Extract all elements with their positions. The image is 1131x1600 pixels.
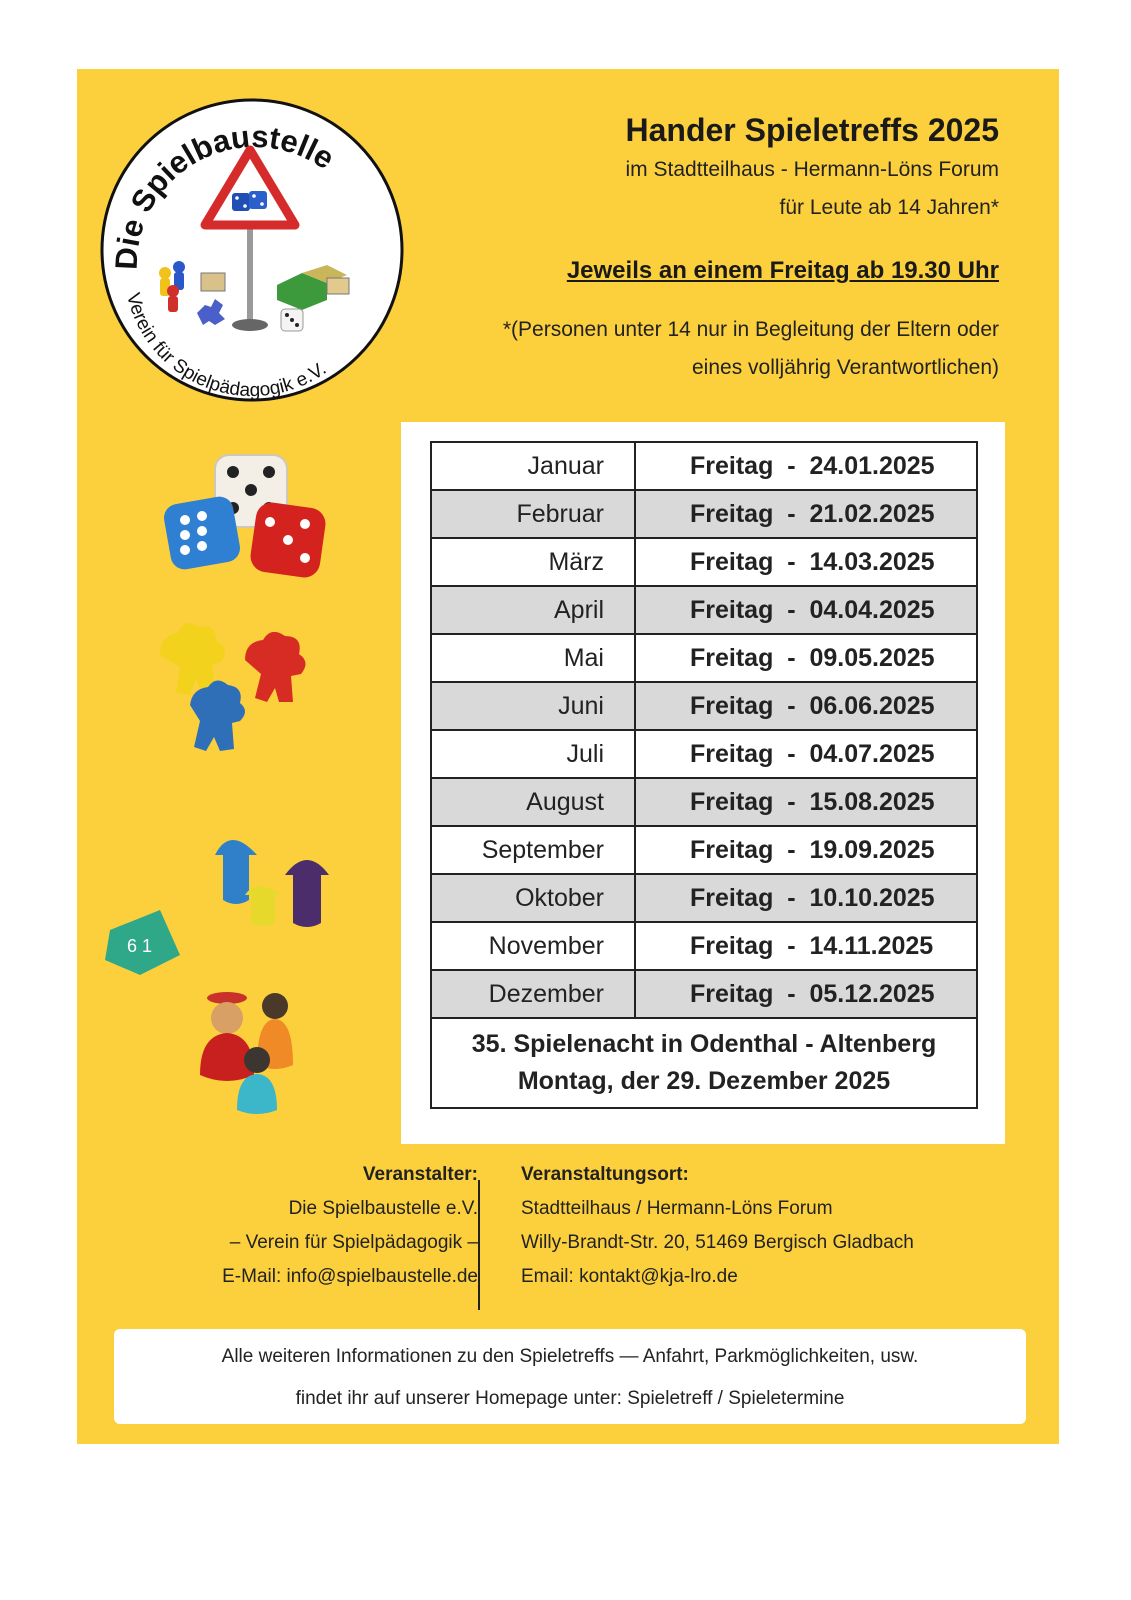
- table-row: [431, 442, 977, 490]
- meeple-icon: [160, 623, 306, 751]
- date-cell: Freitag - 04.07.2025: [635, 730, 977, 778]
- schedule-table: [430, 441, 978, 1109]
- date-cell: Freitag - 24.01.2025: [635, 442, 977, 490]
- card-icon: [201, 273, 225, 291]
- date-cell: Freitag - 19.09.2025: [635, 826, 977, 874]
- organizer-label: Veranstalter:: [362, 1164, 478, 1185]
- game-pieces-illustration: [105, 450, 345, 1150]
- date-cell: Freitag - 21.02.2025: [635, 490, 977, 538]
- date-cell: Freitag - 10.10.2025: [635, 874, 977, 922]
- table-row: [431, 586, 977, 634]
- table-row: [431, 970, 977, 1018]
- age-note-line-1: *(Personen unter 14 nur in Begleitung der Eltern oder: [502, 318, 999, 341]
- d10-die-icon: [105, 910, 180, 975]
- table-row: [431, 538, 977, 586]
- date-cell: Freitag - 14.03.2025: [635, 538, 977, 586]
- date-cell: Freitag - 04.04.2025: [635, 586, 977, 634]
- table-row: [431, 730, 977, 778]
- logo-arc-bottom-text: Verein für Spielpädagogik e.V.: [122, 290, 331, 402]
- info-box: [114, 1329, 1026, 1424]
- month-cell: März: [431, 538, 635, 586]
- age-subtitle: für Leute ab 14 Jahren*: [779, 196, 999, 219]
- venue-label: Veranstaltungsort:: [521, 1164, 689, 1185]
- date-cell: Freitag - 14.11.2025: [635, 922, 977, 970]
- date-cell: Freitag - 09.05.2025: [635, 634, 977, 682]
- month-cell: Oktober: [431, 874, 635, 922]
- month-cell: Mai: [431, 634, 635, 682]
- venue-name: Stadtteilhaus / Hermann-Löns Forum: [521, 1198, 833, 1219]
- pawn-icon: [173, 261, 185, 273]
- month-cell: Juni: [431, 682, 635, 730]
- table-row: [431, 922, 977, 970]
- table-row: [431, 682, 977, 730]
- location-subtitle: im Stadtteilhaus - Hermann-Löns Forum: [625, 158, 999, 181]
- month-cell: April: [431, 586, 635, 634]
- age-note-line-2: eines volljährig Verantwortlichen): [692, 356, 999, 379]
- table-row: [431, 634, 977, 682]
- date-cell: Freitag - 06.06.2025: [635, 682, 977, 730]
- table-row: [431, 490, 977, 538]
- final-event-line-1: 35. Spielenacht in Odenthal - Altenberg: [471, 1030, 937, 1058]
- date-cell: Freitag - 15.08.2025: [635, 778, 977, 826]
- month-cell: Februar: [431, 490, 635, 538]
- sign-base: [232, 319, 268, 331]
- schedule-headline: Jeweils an einem Freitag ab 19.30 Uhr: [566, 257, 999, 284]
- final-event-row: [431, 1018, 977, 1108]
- venue-email[interactable]: Email: kontakt@kja-lro.de: [521, 1266, 738, 1287]
- pawn-icon: [167, 285, 179, 297]
- info-line-1: Alle weiteren Informationen zu den Spieletreffs — Anfahrt, Parkmöglichkeiten, usw.: [221, 1346, 919, 1367]
- organizer-email[interactable]: E-Mail: info@spielbaustelle.de: [222, 1266, 478, 1287]
- table-row: [431, 826, 977, 874]
- final-event-line-2: Montag, der 29. Dezember 2025: [517, 1067, 891, 1095]
- logo-arc-top-text: Die Spielbaustelle: [108, 118, 341, 271]
- page-title: Hander Spieletreffs 2025: [625, 112, 999, 148]
- pawn-icon: [159, 267, 171, 279]
- info-line-2: findet ihr auf unserer Homepage unter: Spieletreff / Spieletermine: [295, 1388, 845, 1409]
- month-cell: Januar: [431, 442, 635, 490]
- blue-die-icon: [249, 191, 267, 209]
- dice-icon: [162, 455, 328, 580]
- month-cell: Juli: [431, 730, 635, 778]
- month-cell: August: [431, 778, 635, 826]
- sign-pole: [247, 215, 253, 325]
- month-cell: Dezember: [431, 970, 635, 1018]
- spielbaustelle-logo: [97, 95, 407, 405]
- table-row: [431, 874, 977, 922]
- blue-die-icon: [232, 193, 250, 211]
- organizer-name: Die Spielbaustelle e.V.: [288, 1198, 478, 1219]
- venue-address: Willy-Brandt-Str. 20, 51469 Bergisch Gladbach: [521, 1232, 914, 1253]
- pawn-icon: [215, 840, 329, 927]
- wooden-figure-icon: [200, 992, 293, 1114]
- footer-divider: [478, 1180, 480, 1310]
- date-cell: Freitag - 05.12.2025: [635, 970, 977, 1018]
- month-cell: September: [431, 826, 635, 874]
- svg-text:6 1: 6 1: [127, 936, 153, 956]
- organizer-tagline: – Verein für Spielpädagogik –: [229, 1232, 478, 1253]
- schedule-panel: [401, 422, 1005, 1144]
- table-row: [431, 778, 977, 826]
- month-cell: November: [431, 922, 635, 970]
